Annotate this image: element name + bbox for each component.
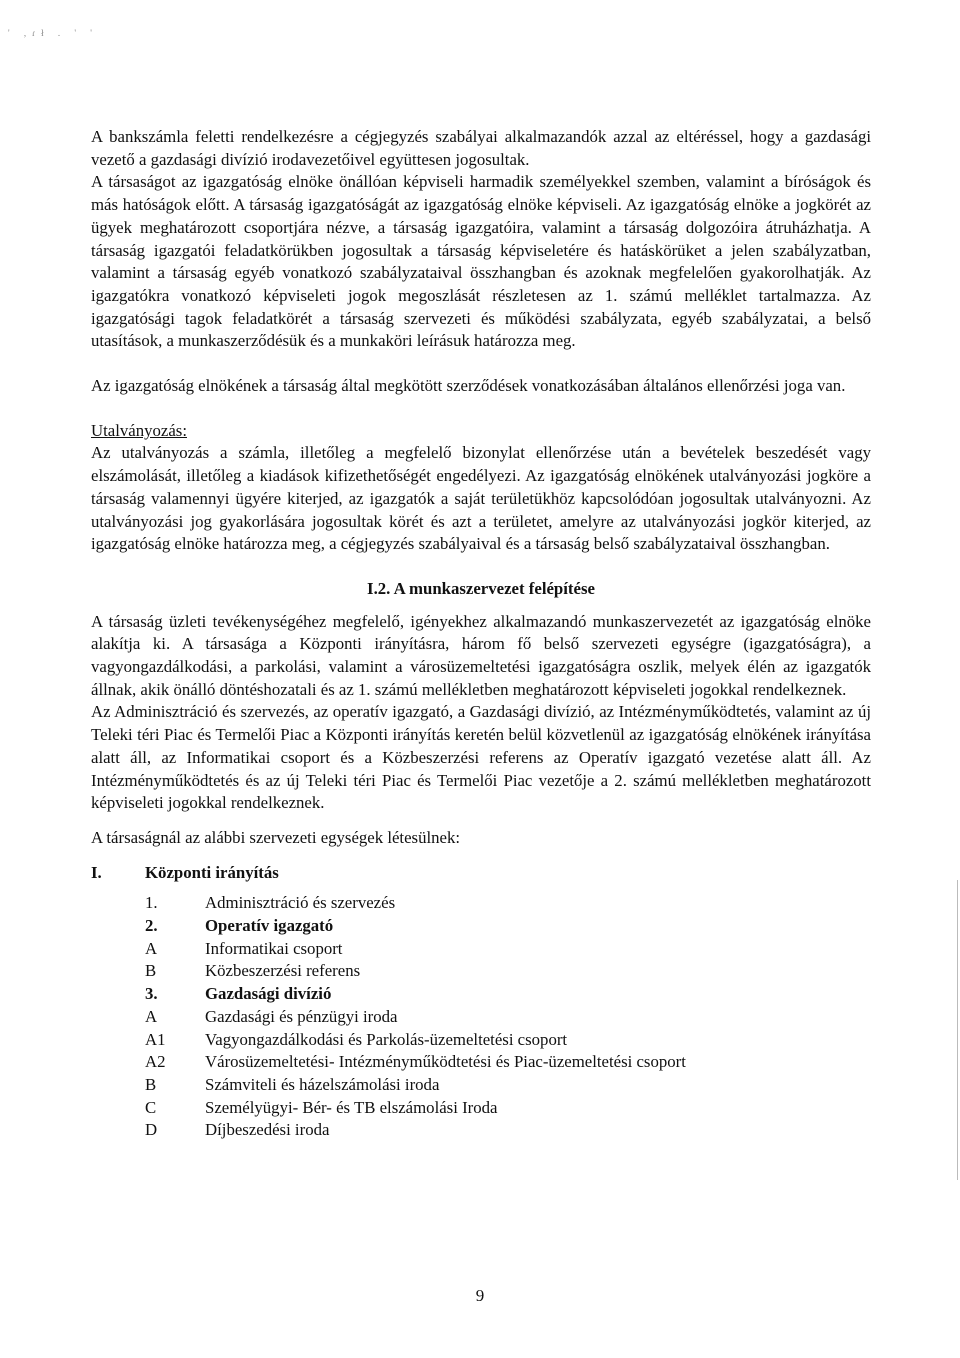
org-list-item-label: Gazdasági és pénzügyi iroda [205, 1006, 398, 1026]
paragraph-units-intro: A társaságnál az alábbi szervezeti egységek létesülnek: [91, 827, 461, 847]
scan-edge-line [957, 880, 958, 1180]
org-list-item-label: Informatikai csoport [205, 938, 343, 958]
section-title: I.2. A munkaszervezet felépítése [367, 578, 595, 598]
org-list-item-number: B [145, 1074, 157, 1094]
page-number: 9 [475, 1286, 485, 1305]
org-list-top-item [91, 862, 871, 885]
org-list-item-number: B [145, 961, 157, 981]
org-list-item [91, 1029, 871, 1052]
org-list-item [91, 915, 871, 938]
org-list-item [91, 960, 871, 983]
paragraph-representation: A társaságot az igazgatóság elnöke önállóan képviseli harmadik személyekkel szemben, valamint a bíróságok és más hatóságok előtt. A társaság igazgatóságát az igazgatóság elnöke képviseli. Az igazgatóság elnöke a jogkörét az ügyek meghatározott csoportjára nézve, a társaság igazgatóira, valamint a társaság dolgozóira átruházhatja. A társaság igazgatói feladatkörükben jogosultak a társaság képviseletére és hatáskörüket a jelen szabályzatban, valamint a társaság egyéb vonatkozó szabályzataival összhangban és azoknak megfelelően gyakorolhatják. Az igazgatókra vonatkozó képviseleti jogok megoszlását részletesen az 1. számú melléklet tartalmazza. Az igazgatósági tagok feladatkörét a társaság szervezeti és működési szabályzata, egyéb szabályzatai, a belső utasítások, a munkaszerződésük és a munkaköri leírásuk határozza meg. [91, 172, 871, 351]
org-list-item-label: Adminisztráció és szervezés [205, 893, 396, 913]
paragraph-central-management: Az Adminisztráció és szervezés, az operatív igazgató, a Gazdasági divízió, az Intézményműködtetés, valamint az új Teleki téri Piac és Termelői Piac a Központi irányítás keretén belül közvetlenül az igazgatóság elnökének irányítása alatt áll, az Informatikai csoport és a Közbeszerzési referens az Operatív igazgató vezetése alatt áll. Az Intézményműködtetés és az új Teleki téri Piac és Termelői Piac vezetője a 2. számú mellékletben meghatározott képviseleti jogokkal rendelkeznek. [91, 702, 871, 813]
org-list-item [91, 1074, 871, 1097]
org-list-item-number: C [145, 1097, 157, 1117]
org-list-item-label: Városüzemeltetési- Intézményműködtetési és Piac-üzemeltetési csoport [205, 1052, 686, 1072]
org-list-item-label: Díjbeszedési iroda [205, 1120, 330, 1140]
org-list-items [91, 892, 871, 1142]
paragraph-organization: A társaság üzleti tevékenységéhez megfelelő, igényekhez alkalmazandó munkaszervezetét az igazgatóság elnöke alakítja ki. A társasága a Központi irányításra, három fő belső szervezeti egységre (igazgatóságra), a vagyongazdálkodási, a parkolási, valamint a városüzemeltetési igazgatóságra oszlik, melyek élén az igazgatók állnak, akik önálló döntéshozatali és az 1. számú mellékletben meghatározott képviseleti jogokkal rendelkeznek. [91, 611, 871, 699]
org-list-item-number: 2. [145, 916, 158, 936]
org-list-item-number: A1 [145, 1029, 166, 1049]
org-list-item-number: 1. [145, 893, 158, 913]
org-list-item [91, 1119, 871, 1142]
org-list-item [91, 1006, 871, 1029]
org-list-item-number: D [145, 1120, 158, 1140]
body-text-block-1 [91, 126, 871, 1142]
org-list-item [91, 892, 871, 915]
heading-utalvanyozas: Utalványozás: [91, 420, 187, 440]
org-list-top-label: Központi irányítás [145, 862, 279, 882]
org-list-item-label: Gazdasági divízió [205, 984, 332, 1004]
org-list-top-number: I. [91, 862, 102, 882]
org-list-item [91, 1051, 871, 1074]
org-unit-list [91, 862, 871, 1142]
org-list-item [91, 938, 871, 961]
org-list-item [91, 983, 871, 1006]
scan-artifact-marks: ' ,ɾł . ' ' [8, 28, 98, 38]
paragraph-utalvanyozas: Az utalványozás a számla, illetőleg a megfelelő bizonylat ellenőrzése után a bevételek beszedését vagy elszámolását, illetőleg a kiadások kifizethetőségét engedélyezi. Az igazgatóság elnökének utalványozási jogköre a társaság valamennyi ügyére kiterjed, az igazgatók a saját területükhöz kapcsolódóan jogosultak utalványozni. Az utalványozási jog gyakorlására jogosultak körét és azt a területet, amelyre az utalványozási jogkör kiterjed, az igazgatóság elnöke határozza meg, a cégjegyzés szabályaival és a társaság belső szabályzataival összhangban. [91, 443, 871, 554]
org-list-item-label: Közbeszerzési referens [205, 961, 361, 981]
paragraph-bank-account: A bankszámla feletti rendelkezésre a cégjegyzés szabályai alkalmazandók azzal az eltéréssel, hogy a gazdasági vezető a gazdasági divízió irodavezetőivel együttesen jogosultak. [91, 127, 871, 169]
paragraph-control-right: Az igazgatóság elnökének a társaság által megkötött szerződések vonatkozásában általános ellenőrzési joga van. [91, 376, 846, 396]
org-list-item-number: A [145, 938, 158, 958]
org-list-item-number: 3. [145, 984, 158, 1004]
org-list-item-number: A2 [145, 1052, 166, 1072]
org-list-item-label: Vagyongazdálkodási és Parkolás-üzemeltetési csoport [205, 1029, 568, 1049]
org-list-item-number: A [145, 1006, 158, 1026]
org-list-item [91, 1097, 871, 1120]
org-list-item-label: Személyügyi- Bér- és TB elszámolási Iroda [205, 1097, 498, 1117]
org-list-item-label: Operatív igazgató [205, 916, 334, 936]
org-list-item-label: Számviteli és házelszámolási iroda [205, 1074, 440, 1094]
